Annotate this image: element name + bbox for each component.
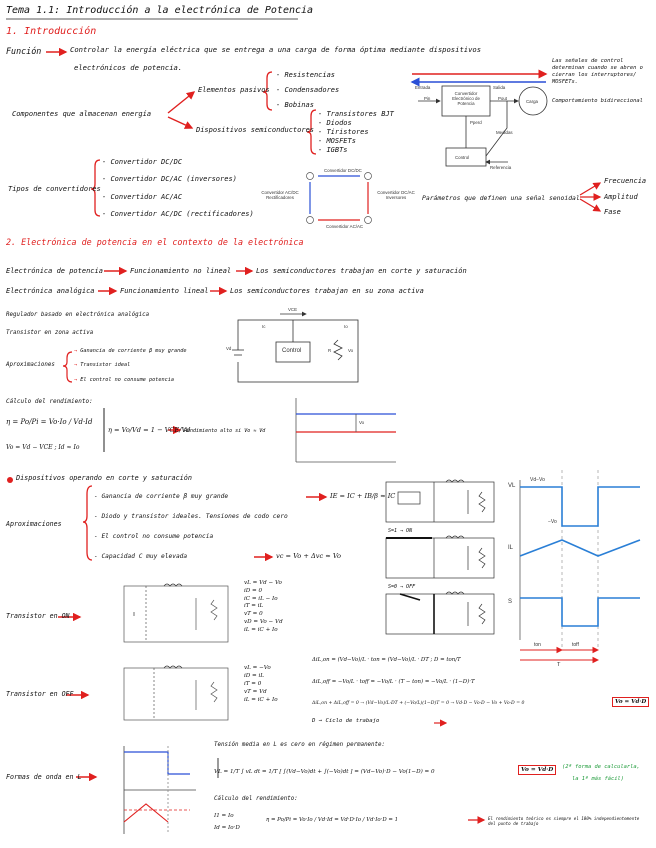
aprox2-eq-0: IE = IC + IB/β ≈ IC: [330, 492, 396, 500]
funcion-text-1: Controlar la energía eléctrica que se entrega a una carga de forma óptima mediante dispositivos: [70, 45, 482, 54]
corte-heading: Dispositivos operando en corte y saturación: [16, 474, 192, 482]
block-salida: Salida: [493, 85, 506, 90]
reg-vce: VCE: [288, 307, 298, 312]
toff-eq-2: iT = 0: [244, 681, 262, 687]
tipo-item-2: - Convertidor AC/AC: [102, 193, 183, 201]
funcion-label: Función: [6, 46, 42, 56]
tipo-item-3-text: Convertidor AC/DC (rectificadores): [110, 210, 254, 218]
aprox2-item-1: - Diodo y transistor ideales. Tensiones de codo cero: [94, 513, 288, 520]
tipo-item-3: - Convertidor AC/DC (rectificadores): [102, 210, 254, 218]
vo-graph: [296, 398, 396, 462]
brace-aprox: [63, 352, 72, 382]
tension-media: Tensión media en L es cero en régimen permanente:: [214, 742, 386, 748]
note-control: Las señales de control determinan cuando se abren o cierran los interruptores/ MOSFETs.: [552, 58, 643, 85]
transistor-activa: Transistor en zona activa: [6, 330, 94, 336]
aprox2-item-2: - El control no consume potencia: [94, 533, 214, 540]
aprox2-item-0: - Ganancia de corriente β muy grande: [94, 493, 229, 500]
eta-note: Rendimiento alto si Vo ≈ Vd: [184, 428, 266, 434]
block-pin: Pin: [424, 96, 431, 101]
i-eq-1: I1 = Io: [214, 813, 234, 819]
ton-eq-6: iL = iC + Io: [244, 626, 278, 633]
wave-T: T: [557, 662, 561, 668]
aprox-item-0-text: Ganancia de corriente β muy grande: [80, 348, 187, 354]
aprox2-item-1-text: Diodo y transistor ideales. Tensiones de codo cero: [101, 513, 288, 520]
s-on: S=1 → ON: [388, 528, 413, 534]
block-pout: Pout: [498, 96, 508, 101]
semi-item-1: - Diodos: [318, 119, 352, 127]
bullet-corte: [7, 477, 13, 483]
toff-label: Transistor en OFF: [6, 690, 74, 698]
ea-func: Funcionamiento lineal: [120, 287, 209, 295]
toff-eq-1: iD = iL: [244, 673, 265, 679]
arrow-frecuencia: [580, 183, 600, 195]
buck-circuit-3: [386, 592, 494, 634]
eta-3-note: El rendimiento teórico es siempre el 100% independientemente del punto de trabajo: [488, 816, 640, 826]
toff-eqs: [244, 664, 278, 704]
semi-item-3-text: MOSFETs: [326, 137, 356, 145]
ea-text: Los semiconductores trabajan en su zona activa: [230, 287, 424, 295]
wave-toff: toff: [572, 642, 579, 648]
pasivo-item-0-text: Resistencias: [284, 71, 336, 79]
ton-eq-1: iD = 0: [244, 587, 263, 594]
semi-item-4-text: IGBTs: [326, 146, 348, 154]
ep-text: Los semiconductores trabajan en corte y saturación: [256, 267, 467, 275]
tipos-label: Tipos de convertidores: [8, 185, 101, 193]
aprox-item-1-text: Transistor ideal: [80, 362, 131, 368]
pasivo-item-0: - Resistencias: [276, 71, 336, 79]
pasivo-item-2-text: Bobinas: [284, 101, 314, 109]
formas-label: Formas de onda en L: [6, 773, 82, 781]
semis-label: Dispositivos semiconductores: [196, 126, 315, 134]
note-bidireccional: Comportamiento bidireccional: [552, 98, 643, 104]
circuit-on: [124, 584, 228, 642]
funcion-text-2: electrónicos de potencia.: [74, 63, 183, 72]
circuit-off: [124, 666, 228, 720]
calculo-2: Cálculo del rendimiento:: [214, 796, 298, 802]
wave-ton: ton: [534, 642, 541, 648]
block-conv: Convertidor Electrónico de Potencia: [452, 91, 480, 106]
aprox2-item-0-text: Ganancia de corriente β muy grande: [101, 493, 229, 500]
tipo-item-0: - Convertidor DC/DC: [102, 158, 183, 166]
buck-circuit-1: [386, 480, 494, 522]
section1-heading-text: 1. Introducción: [6, 26, 97, 37]
green-note-2: la 1ª más fácil): [572, 776, 624, 782]
calculo-1: Cálculo del rendimiento:: [6, 398, 93, 405]
toff-eq-4: iL = iC + Io: [244, 697, 278, 703]
i-eq-2: Id = Io·D: [214, 825, 240, 831]
block-referencia: Referencia: [490, 165, 512, 170]
semi-item-4: - IGBTs: [318, 146, 348, 154]
reg-vd: Vd: [226, 346, 232, 351]
delta-2: ΔiL,off = −Vo/L · toff = −Vo/L · (T − ton) = −Vo/L · (1−D)·T: [312, 679, 475, 685]
reg-control: Control: [282, 348, 302, 354]
graph-vo: Vo: [359, 420, 365, 425]
conv-right: Convertidor DC/AC Inversores: [377, 190, 415, 200]
semi-item-0-text: Transistores BJT: [326, 110, 394, 118]
block-entrada: Entrada: [415, 85, 431, 90]
block-carga: Carga: [526, 99, 538, 104]
ton-label: Transistor en ON: [6, 612, 70, 620]
converter-square: [310, 176, 368, 220]
wave-s: S: [508, 599, 513, 605]
buck-circuit-2: [386, 536, 494, 578]
semi-item-1-text: Diodos: [326, 119, 352, 127]
aprox-label: Aproximaciones: [6, 362, 55, 368]
tipo-item-0-text: Convertidor DC/DC: [110, 158, 183, 166]
aprox-item-0: → Ganancia de corriente β muy grande: [74, 348, 187, 354]
block-pperd: Pperd: [470, 120, 482, 125]
ton-eq-0: vL = Vd − Vo: [244, 580, 282, 586]
ton-eq-3: iT = iL: [244, 603, 264, 610]
pasivo-item-1-text: Condensadores: [284, 86, 340, 94]
param-label: Parámetros que definen una señal senoidal: [422, 194, 580, 202]
conv-left: Convertidor AC/DC Rectificadores: [261, 190, 299, 200]
param-fase: Fase: [604, 208, 621, 216]
ep-label: Electrónica de potencia: [6, 267, 103, 275]
section2-heading-text: 2. Electrónica de potencia en el contexto de la electrónica: [6, 237, 304, 247]
tipo-item-2-text: Convertidor AC/AC: [110, 193, 183, 201]
aprox2-item-2-text: El control no consume potencia: [101, 533, 214, 540]
l-waveform: [124, 746, 196, 834]
semi-item-0: - Transistores BJT: [318, 110, 394, 118]
brace-aprox2: [83, 486, 92, 560]
wave-vl: VL: [508, 483, 516, 489]
delta-1: ΔiL,on = (Vd−Vo)/L · ton = (Vd−Vo)/L · DT ; D = ton/T: [312, 657, 461, 663]
section1-heading: [6, 26, 96, 38]
conv-bottom: Convertidor AC/AC: [326, 224, 364, 229]
semi-item-2-text: Tiristores: [326, 128, 369, 136]
d-label: D → Ciclo de trabajo: [312, 718, 380, 724]
arrow-semis: [168, 117, 192, 128]
componentes-label: Componentes que almacenan energía: [12, 110, 152, 118]
param-amplitud: Amplitud: [604, 193, 638, 201]
pasivo-item-2: - Bobinas: [276, 101, 314, 109]
param-frecuencia: Frecuencia: [604, 177, 647, 185]
ea-label: Electrónica analógica: [6, 287, 95, 295]
reg-vo: Vo: [348, 348, 354, 353]
reg-r: R: [328, 348, 332, 353]
vl-eq: VL = 1/T ∫ vL dt = 1/T [ ∫(Vd−Vo)dt + ∫(−Vo)dt ] = (Vd−Vo)·D − Vo(1−D) = 0: [214, 769, 435, 775]
wave-mvo: −Vo: [548, 519, 557, 525]
wave-il: IL: [508, 545, 514, 551]
ton-eqs: [244, 580, 283, 635]
converter-nodes: [307, 173, 372, 224]
page-title: Tema 1.1: Introducción a la electrónica de Potencia: [6, 5, 314, 16]
eta-1: η = Po/Pi = Vo·Io / Vd·Id: [6, 418, 93, 426]
s-off: S=0 → OFF: [388, 584, 416, 590]
reg-ic: Ic: [262, 324, 266, 329]
semi-item-2: - Tiristores: [318, 128, 369, 136]
tipo-item-1-text: Convertidor DC/AC (inversores): [110, 175, 237, 183]
vl-box: Vo = Vd·D: [518, 765, 556, 775]
block-medidas: Medidas: [496, 130, 513, 135]
eta-3: η = Po/Pi = Vo·Io / Vd·Id = Vd·D·Io / Vd·Io·D = 1: [266, 817, 399, 823]
toff-eq-3: vT = Vd: [244, 689, 267, 695]
vo-eq: Vo = Vd − VCE ; Id ≈ Io: [6, 444, 80, 451]
ton-eq-5: vD = Vo − Vd: [244, 618, 283, 625]
green-note-1: (2ª forma de calcularla,: [562, 764, 640, 770]
tipo-item-1: - Convertidor DC/AC (inversores): [102, 175, 237, 183]
ton-eq-2: iC = iL − Io: [244, 595, 278, 602]
aprox2-label: Aproximaciones: [6, 520, 62, 528]
arrow-fase: [580, 199, 600, 211]
ton-eq-4: vT = 0: [244, 611, 263, 618]
aprox-item-2-text: El control no consume potencia: [80, 377, 174, 383]
waveforms: [520, 470, 640, 660]
delta-3: ΔiL,on + ΔiL,off = 0 → (Vd−Vo)/L·DT + (−Vo/L)(1−D)T = 0 → Vd·D − Vo·D − Vo + Vo·D = 0: [312, 701, 525, 706]
pasivos-label: Elementos pasivos: [198, 86, 270, 94]
semi-item-3: - MOSFETs: [318, 137, 356, 145]
conv-top: Convertidor DC/DC: [324, 168, 362, 173]
aprox2-eq-3: vc = Vo + Δvc ≈ Vo: [276, 552, 341, 560]
eta-2: η = Vo/Vd = 1 − VCE/Vd: [108, 426, 191, 434]
regulador: Regulador basado en electrónica analógica: [6, 312, 150, 318]
block-control: Control: [455, 155, 470, 160]
aprox2-item-3-text: Capacidad C muy elevada: [101, 553, 188, 560]
pasivo-item-1: - Condensadores: [276, 86, 340, 94]
aprox-item-1: → Transistor ideal: [74, 362, 131, 368]
delta-3-box: Vo = Vd·D: [612, 697, 649, 707]
arrow-pasivos: [168, 92, 194, 113]
aprox2-item-3: - Capacidad C muy elevada: [94, 553, 188, 560]
toff-eq-0: vL = −Vo: [244, 665, 271, 671]
section2-heading: [6, 237, 304, 247]
wave-vd-vo: Vd−Vo: [530, 477, 545, 483]
ep-func: Funcionamiento no lineal: [130, 267, 232, 275]
reg-io: Io: [344, 324, 348, 329]
aprox-item-2: → El control no consume potencia: [74, 377, 174, 383]
